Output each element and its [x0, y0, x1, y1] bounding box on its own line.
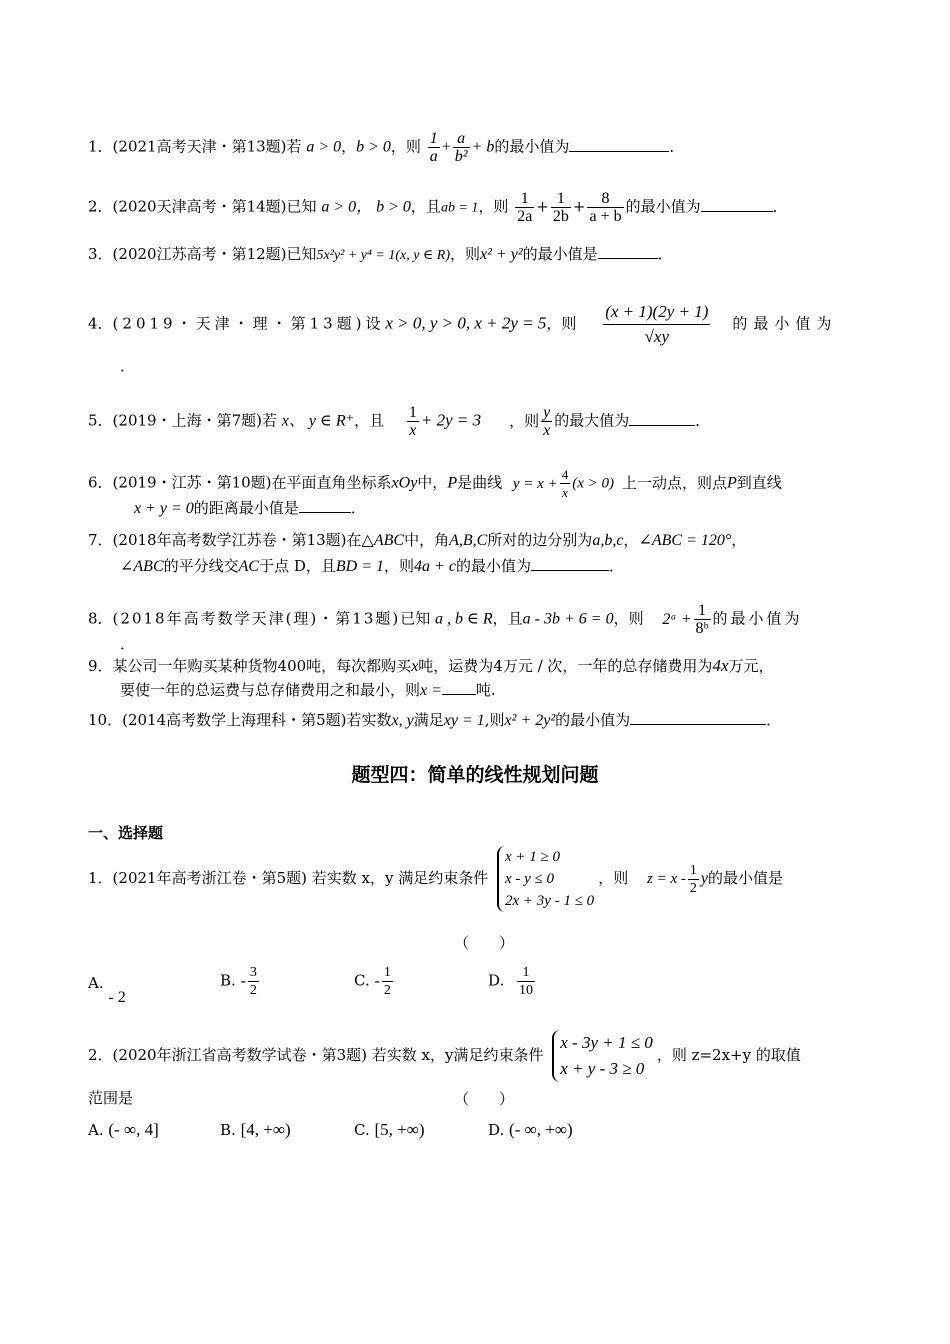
problem-9 [88, 656, 774, 677]
denominator: a [429, 148, 438, 165]
answer-paren[interactable]: （ ） [454, 934, 515, 952]
text: ． [608, 557, 624, 575]
problem-number: 7． [88, 531, 113, 549]
text: 若实数 x，y满足约束条件 [366, 1046, 544, 1064]
numerator: 1 [515, 190, 534, 208]
problem-source: (2018年高考数学江苏卷・第13题) [112, 531, 347, 549]
problem-1 [88, 130, 684, 165]
problem-number: 6． [88, 473, 113, 492]
denominator: 2 [689, 880, 697, 896]
text: ，则 z=2x+y 的取值 [656, 1046, 801, 1064]
fraction [382, 964, 393, 999]
text: 吨，运费为4万元 / 次，一年的总存储费用为 [418, 657, 713, 675]
section-subtitle: 一、选择题 [88, 824, 164, 842]
math: z = x - [646, 871, 686, 887]
problem-number: 1． [88, 869, 113, 887]
math: ∠ABC = 120° [638, 532, 732, 549]
problem-6 [88, 466, 782, 501]
option-label: D. [488, 971, 505, 990]
math: x = [420, 682, 442, 699]
text: 吨. [475, 681, 496, 699]
text: 的最大值为 [554, 411, 630, 430]
option-value: (- ∞, +∞) [509, 1120, 573, 1139]
fraction [688, 862, 699, 897]
problem-2: 2．(2020天津高考・第14题)已知 a > 0， b > 0，且ab = 1，则 $\frac{1}{2a}$ + $\frac{1}{2b}$ + $\frac{8}{a + b}$ 的最小值为 ． [88, 190, 788, 225]
problem-source: (2019・上海・第7题) [112, 411, 262, 430]
answer-blank[interactable] [629, 411, 695, 426]
problem-source: (2021年高考浙江卷・第5题) [112, 869, 307, 887]
math: 2ᵃ + [662, 610, 692, 628]
problem-5 [88, 404, 710, 439]
problem-6-line2 [88, 498, 366, 519]
mc-problem-2 [88, 1030, 801, 1082]
problem-number: 8． [88, 609, 113, 628]
constraint-system [497, 846, 594, 912]
math: 5x²y² + y⁴ = 1(x, y ∈ R) [316, 248, 450, 263]
numerator: y [543, 404, 551, 421]
problem-8 [88, 602, 803, 637]
constraint-system [552, 1030, 653, 1082]
problem-source: (2021高考天津・第13题) [112, 137, 287, 156]
text: 已知 [286, 197, 317, 216]
option-c[interactable] [354, 964, 395, 999]
fraction [541, 404, 552, 439]
answer-blank[interactable] [299, 498, 351, 513]
problem-number: 1． [88, 137, 113, 156]
denominator: 10 [519, 983, 534, 998]
text: 在平面直角坐标系 [271, 473, 392, 492]
problem-number: 2． [88, 1046, 113, 1064]
option-b[interactable] [220, 1120, 291, 1140]
mc-problem-1 [88, 846, 783, 912]
numerator: (x + 1)(2y + 1) [603, 300, 710, 325]
problem-4 [88, 300, 837, 349]
fraction [560, 466, 571, 501]
text: 若 [261, 411, 277, 430]
denominator: x [543, 422, 551, 439]
math: AC [238, 558, 260, 575]
text: 中， [417, 473, 448, 492]
problem-number: 9． [88, 657, 113, 675]
option-label: C. [354, 1121, 370, 1139]
problem-7-line2 [88, 556, 624, 577]
problem-4-end [88, 356, 135, 376]
section-title: 题型四：简单的线性规划问题 [351, 764, 599, 786]
problem-9-line2 [88, 680, 496, 701]
fraction [694, 602, 711, 637]
text: 的最小值为 [555, 711, 631, 729]
numerator: 1 [551, 190, 571, 208]
math: a - 3b + 6 = 0 [522, 610, 614, 628]
option-sign: - [374, 972, 380, 990]
text: ． [766, 711, 782, 729]
text: ． [120, 635, 136, 653]
option-label: C. [354, 971, 370, 990]
fraction [587, 190, 623, 225]
text: 范围是 [88, 1089, 134, 1107]
numerator: a [453, 130, 470, 148]
answer-blank[interactable] [598, 244, 658, 259]
option-a[interactable] [88, 1120, 159, 1140]
problem-number: 3． [88, 245, 113, 263]
denominator: √xy [644, 327, 669, 346]
math: x² + y² [480, 246, 523, 263]
problem-source: (2019・天津・理・第13题) [112, 314, 366, 333]
numerator: 1 [517, 964, 535, 982]
text: ，则 [598, 869, 629, 887]
math: (x > 0) [572, 475, 614, 492]
option-a[interactable] [88, 974, 126, 1006]
option-value: [4, +∞) [240, 1120, 291, 1139]
text: 的平分线交 [163, 557, 239, 575]
denominator: 2b [552, 208, 569, 225]
fraction [453, 130, 470, 165]
math: xy = 1 [443, 712, 485, 729]
math: xOy [391, 474, 418, 492]
math: + 2y = 3 [420, 410, 482, 430]
problem-source: (2018年高考数学天津(理)・第13题) [112, 609, 401, 628]
math: x > 0, y > 0, x + 2y = 5 [385, 313, 547, 333]
option-value: [5, +∞) [374, 1120, 425, 1139]
text: ． [772, 197, 788, 216]
numerator: 3 [249, 965, 257, 980]
math: P [727, 474, 737, 492]
text: 要使一年的总运费与总存储费用之和最小，则 [120, 681, 421, 699]
math: x [411, 658, 419, 675]
fraction [515, 190, 534, 225]
text: 的最小值为 [712, 609, 803, 628]
math: P [447, 474, 458, 492]
problem-source: (2014高考数学上海理科・第5题) [122, 711, 347, 729]
text: ，则 [384, 557, 415, 575]
option-sign: - [240, 972, 246, 990]
problem-number: 5． [88, 411, 113, 430]
text: 若实数 x，y 满足约束条件 [306, 869, 489, 887]
math: 4x [712, 656, 729, 675]
option-label: B. [220, 1121, 236, 1139]
denominator: 2 [249, 983, 257, 998]
text: ，且 [410, 197, 441, 216]
problem-7 [88, 530, 746, 551]
text: 到直线 [736, 473, 782, 492]
text: 的最小值为 [625, 197, 701, 216]
option-label: A. [88, 1121, 104, 1139]
answer-blank[interactable] [442, 680, 476, 695]
problem-number: 4． [88, 314, 113, 333]
math: b > 0 [356, 138, 391, 156]
text: 若 [286, 137, 302, 156]
text: 若实数 [346, 711, 392, 729]
problem-number: 10． [88, 711, 123, 729]
text: ， [623, 531, 639, 549]
math: 4a + c [414, 558, 456, 575]
text: 是曲线 [457, 473, 503, 492]
fraction [407, 404, 419, 439]
problem-number: 2． [88, 197, 113, 216]
text: 的最小值是 [522, 245, 598, 263]
text: 已知 [286, 245, 317, 263]
text: 的最小值为 [494, 137, 570, 156]
text: ， [341, 137, 357, 156]
math: + b [471, 138, 495, 156]
option-d[interactable] [488, 964, 537, 999]
problem-10 [88, 710, 781, 731]
option-b[interactable] [220, 964, 261, 999]
math: x、 y ∈ R⁺ [281, 412, 355, 430]
denominator: 8ᵇ [695, 620, 709, 637]
text: 的最小值为 [455, 557, 531, 575]
math: ab = 1 [440, 200, 479, 216]
text: ，且 [354, 411, 385, 430]
text: ，则 [478, 197, 509, 216]
text: 的最小值是 [707, 869, 783, 887]
constraint: 2x + 3y - 1 ≤ 0 [505, 893, 595, 909]
math: x + y = 0 [134, 500, 194, 517]
problem-source: (2020年浙江省高考数学试卷・第3题) [112, 1046, 367, 1064]
text: ,则 [484, 711, 505, 729]
math: a > 0 [306, 138, 342, 156]
text: 于点 D，且 [259, 557, 336, 575]
constraint: x - 3y + 1 ≤ 0 [560, 1033, 653, 1052]
answer-blank[interactable] [531, 556, 609, 571]
numerator: 1 [429, 130, 438, 147]
text: ． [657, 245, 673, 263]
option-label: B. [220, 971, 236, 990]
text: 中，角 [404, 531, 450, 549]
math: x² + 2y² [504, 712, 556, 729]
problem-source: (2019・江苏・第10题) [112, 473, 272, 492]
problem-8-end [88, 634, 135, 654]
denominator: x [409, 422, 417, 439]
fraction [551, 190, 571, 225]
option-d[interactable] [488, 1120, 573, 1140]
option-label: A. [88, 974, 104, 992]
numerator: 1 [694, 602, 711, 620]
text: 上一动点，则点 [621, 473, 727, 492]
text: 某公司一年购买某种货物400吨，每次都购买 [112, 657, 412, 675]
numerator: 1 [383, 965, 391, 980]
text: ． [669, 137, 685, 156]
constraint: x + y - 3 ≥ 0 [560, 1059, 645, 1078]
text: 的距离最小值是 [193, 499, 299, 517]
text: 万元， [728, 657, 774, 675]
problem-3 [88, 244, 673, 266]
text: 在 [346, 531, 362, 549]
option-label: D. [488, 1121, 505, 1139]
text: 的最小值为 [732, 314, 838, 333]
denominator: 2 [383, 983, 391, 998]
math: y = x + [512, 475, 558, 492]
math: + [441, 138, 451, 156]
answer-paren[interactable]: （ ） [454, 1090, 515, 1108]
denominator: b² [454, 148, 468, 165]
option-c[interactable] [354, 1120, 425, 1140]
answer-blank[interactable] [569, 137, 669, 152]
text: ，且 [492, 609, 523, 628]
math: a > 0， b > 0 [321, 198, 411, 216]
constraint: x + 1 ≥ 0 [505, 849, 561, 865]
text: ． [695, 411, 711, 430]
text: ，则 [390, 137, 421, 156]
text: 所对的边分别为 [487, 531, 593, 549]
text: ，则 [509, 411, 540, 430]
problem-source: (2020天津高考・第14题) [112, 197, 287, 216]
text: ． [120, 357, 136, 375]
problem-source: (2020江苏高考・第12题) [112, 245, 287, 263]
denominator: 2a [517, 208, 533, 225]
fraction [603, 300, 710, 349]
numerator: 8 [587, 190, 623, 208]
text: 设 [365, 314, 381, 333]
numerator: 1 [408, 404, 417, 421]
math: a,b,c [592, 532, 624, 549]
denominator: x [562, 485, 568, 500]
fraction [248, 964, 259, 999]
text: ，则 [613, 609, 644, 628]
math: A,B,C [449, 532, 488, 549]
fraction [428, 130, 440, 165]
text: 已知 [400, 609, 431, 628]
mc-problem-2-line2 [88, 1088, 133, 1108]
option-value: (- ∞, 4] [108, 1120, 159, 1139]
math: △ABC [361, 532, 405, 549]
text: ，则 [546, 314, 577, 333]
math: a , b ∈ R [435, 610, 493, 628]
math: ∠ABC [120, 558, 164, 575]
numerator: 1 [689, 862, 697, 878]
math: y [700, 870, 708, 887]
math: x, y [391, 712, 414, 729]
text: ，则 [450, 245, 481, 263]
constraint: x - y ≤ 0 [505, 871, 555, 887]
denominator: a + b [589, 208, 622, 225]
option-value: - 2 [108, 989, 126, 1006]
fraction [517, 964, 535, 999]
math: BD = 1 [335, 558, 385, 575]
numerator: 4 [561, 467, 569, 482]
text: 满足 [413, 711, 444, 729]
text: ． [350, 499, 366, 517]
text: ， [731, 531, 747, 549]
answer-blank[interactable] [630, 710, 766, 725]
answer-blank[interactable] [701, 197, 773, 212]
